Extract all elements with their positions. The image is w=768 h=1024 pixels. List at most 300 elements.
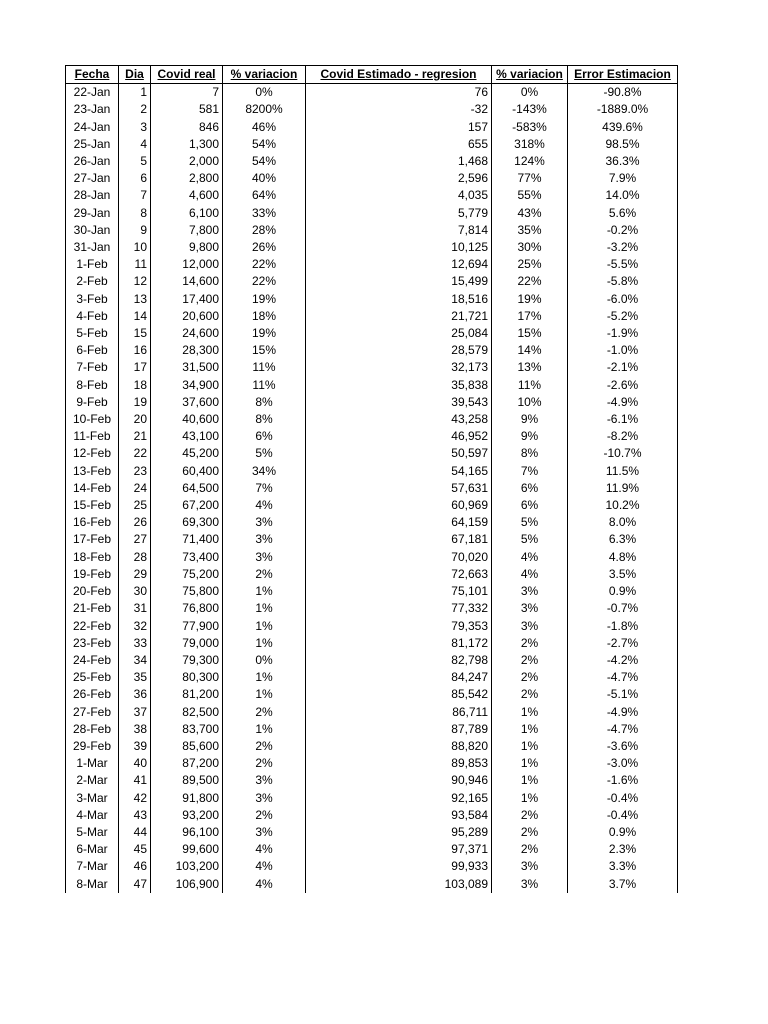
cell-error-estimacion: -1.9% (568, 325, 678, 342)
cell-error-estimacion: -0.4% (568, 807, 678, 824)
cell-covid-estimado: 92,165 (306, 790, 492, 807)
cell-dia: 44 (119, 824, 151, 841)
cell-variacion-real: 1% (223, 721, 306, 738)
cell-error-estimacion: -8.2% (568, 428, 678, 445)
cell-fecha: 2-Mar (66, 772, 119, 789)
cell-variacion-estimado: 0% (492, 84, 568, 102)
cell-covid-real: 82,500 (151, 704, 223, 721)
cell-variacion-estimado: 1% (492, 721, 568, 738)
cell-variacion-real: 3% (223, 772, 306, 789)
table-row (66, 807, 678, 824)
table-row (66, 428, 678, 445)
cell-covid-real: 106,900 (151, 876, 223, 893)
cell-error-estimacion: -90.8% (568, 84, 678, 102)
cell-variacion-real: 1% (223, 669, 306, 686)
cell-covid-real: 87,200 (151, 755, 223, 772)
cell-dia: 6 (119, 170, 151, 187)
cell-variacion-estimado: 8% (492, 445, 568, 462)
cell-error-estimacion: 6.3% (568, 531, 678, 548)
cell-covid-estimado: 12,694 (306, 256, 492, 273)
table-row (66, 153, 678, 170)
table-row (66, 411, 678, 428)
cell-fecha: 12-Feb (66, 445, 119, 462)
cell-dia: 46 (119, 858, 151, 875)
cell-variacion-estimado: 55% (492, 187, 568, 204)
cell-dia: 14 (119, 308, 151, 325)
cell-fecha: 13-Feb (66, 463, 119, 480)
table-row (66, 101, 678, 118)
cell-fecha: 28-Jan (66, 187, 119, 204)
cell-covid-estimado: 87,789 (306, 721, 492, 738)
cell-dia: 19 (119, 394, 151, 411)
cell-variacion-estimado: 43% (492, 205, 568, 222)
cell-dia: 11 (119, 256, 151, 273)
cell-variacion-real: 54% (223, 136, 306, 153)
cell-dia: 2 (119, 101, 151, 118)
cell-error-estimacion: 3.7% (568, 876, 678, 893)
cell-fecha: 1-Mar (66, 755, 119, 772)
cell-variacion-estimado: 1% (492, 704, 568, 721)
cell-covid-real: 581 (151, 101, 223, 118)
cell-variacion-estimado: 14% (492, 342, 568, 359)
cell-error-estimacion: -0.2% (568, 222, 678, 239)
cell-error-estimacion: 10.2% (568, 497, 678, 514)
cell-covid-real: 12,000 (151, 256, 223, 273)
table-row (66, 669, 678, 686)
cell-variacion-real: 26% (223, 239, 306, 256)
cell-variacion-estimado: 22% (492, 273, 568, 290)
cell-dia: 30 (119, 583, 151, 600)
cell-dia: 15 (119, 325, 151, 342)
cell-covid-real: 75,800 (151, 583, 223, 600)
cell-covid-estimado: 89,853 (306, 755, 492, 772)
table-row (66, 273, 678, 290)
cell-variacion-real: 6% (223, 428, 306, 445)
cell-covid-real: 69,300 (151, 514, 223, 531)
cell-error-estimacion: -3.0% (568, 755, 678, 772)
cell-dia: 47 (119, 876, 151, 893)
cell-covid-real: 24,600 (151, 325, 223, 342)
cell-error-estimacion: -5.2% (568, 308, 678, 325)
cell-covid-real: 103,200 (151, 858, 223, 875)
cell-dia: 28 (119, 549, 151, 566)
cell-dia: 13 (119, 291, 151, 308)
cell-error-estimacion: 0.9% (568, 583, 678, 600)
cell-covid-real: 28,300 (151, 342, 223, 359)
cell-fecha: 21-Feb (66, 600, 119, 617)
cell-fecha: 6-Feb (66, 342, 119, 359)
cell-dia: 22 (119, 445, 151, 462)
cell-dia: 31 (119, 600, 151, 617)
cell-variacion-estimado: 3% (492, 583, 568, 600)
cell-variacion-estimado: 6% (492, 497, 568, 514)
cell-dia: 4 (119, 136, 151, 153)
cell-dia: 3 (119, 119, 151, 136)
cell-covid-real: 71,400 (151, 531, 223, 548)
cell-fecha: 5-Feb (66, 325, 119, 342)
cell-covid-estimado: 25,084 (306, 325, 492, 342)
cell-variacion-estimado: 2% (492, 669, 568, 686)
cell-variacion-real: 4% (223, 858, 306, 875)
cell-covid-estimado: -32 (306, 101, 492, 118)
cell-variacion-real: 4% (223, 497, 306, 514)
cell-dia: 10 (119, 239, 151, 256)
cell-fecha: 28-Feb (66, 721, 119, 738)
cell-covid-real: 17,400 (151, 291, 223, 308)
cell-error-estimacion: -1.0% (568, 342, 678, 359)
cell-error-estimacion: -2.6% (568, 377, 678, 394)
cell-covid-estimado: 1,468 (306, 153, 492, 170)
cell-variacion-estimado: -583% (492, 119, 568, 136)
cell-variacion-estimado: 15% (492, 325, 568, 342)
cell-covid-real: 14,600 (151, 273, 223, 290)
cell-covid-estimado: 157 (306, 119, 492, 136)
cell-variacion-real: 2% (223, 755, 306, 772)
cell-error-estimacion: 11.9% (568, 480, 678, 497)
cell-fecha: 1-Feb (66, 256, 119, 273)
table-row (66, 772, 678, 789)
cell-variacion-real: 4% (223, 876, 306, 893)
cell-variacion-estimado: 2% (492, 635, 568, 652)
table-row (66, 256, 678, 273)
cell-fecha: 22-Jan (66, 84, 119, 102)
cell-variacion-real: 3% (223, 549, 306, 566)
table-row (66, 291, 678, 308)
table-row (66, 549, 678, 566)
cell-covid-estimado: 18,516 (306, 291, 492, 308)
cell-covid-real: 2,000 (151, 153, 223, 170)
cell-covid-estimado: 2,596 (306, 170, 492, 187)
table-row (66, 480, 678, 497)
cell-dia: 32 (119, 618, 151, 635)
cell-error-estimacion: -4.7% (568, 669, 678, 686)
cell-variacion-estimado: 11% (492, 377, 568, 394)
cell-fecha: 24-Feb (66, 652, 119, 669)
cell-error-estimacion: -5.8% (568, 273, 678, 290)
cell-covid-estimado: 103,089 (306, 876, 492, 893)
cell-variacion-estimado: 35% (492, 222, 568, 239)
cell-variacion-real: 2% (223, 738, 306, 755)
cell-dia: 26 (119, 514, 151, 531)
header-covid-real: Covid real (151, 66, 223, 84)
cell-covid-real: 77,900 (151, 618, 223, 635)
table-row (66, 239, 678, 256)
cell-error-estimacion: -5.1% (568, 686, 678, 703)
cell-dia: 27 (119, 531, 151, 548)
table-row (66, 222, 678, 239)
cell-variacion-real: 0% (223, 652, 306, 669)
cell-covid-real: 40,600 (151, 411, 223, 428)
cell-dia: 24 (119, 480, 151, 497)
cell-fecha: 23-Jan (66, 101, 119, 118)
cell-error-estimacion: 98.5% (568, 136, 678, 153)
table-row (66, 342, 678, 359)
cell-covid-estimado: 32,173 (306, 359, 492, 376)
cell-error-estimacion: -0.7% (568, 600, 678, 617)
cell-dia: 34 (119, 652, 151, 669)
cell-error-estimacion: -2.1% (568, 359, 678, 376)
cell-variacion-real: 33% (223, 205, 306, 222)
cell-covid-real: 34,900 (151, 377, 223, 394)
cell-error-estimacion: -3.2% (568, 239, 678, 256)
cell-covid-real: 60,400 (151, 463, 223, 480)
cell-fecha: 17-Feb (66, 531, 119, 548)
cell-covid-estimado: 50,597 (306, 445, 492, 462)
table-row (66, 136, 678, 153)
cell-variacion-estimado: -143% (492, 101, 568, 118)
cell-fecha: 16-Feb (66, 514, 119, 531)
cell-covid-real: 96,100 (151, 824, 223, 841)
cell-covid-real: 846 (151, 119, 223, 136)
cell-error-estimacion: 4.8% (568, 549, 678, 566)
cell-covid-estimado: 70,020 (306, 549, 492, 566)
cell-error-estimacion: 3.3% (568, 858, 678, 875)
cell-variacion-estimado: 3% (492, 600, 568, 617)
cell-error-estimacion: 2.3% (568, 841, 678, 858)
table-row (66, 205, 678, 222)
cell-dia: 40 (119, 755, 151, 772)
cell-fecha: 29-Jan (66, 205, 119, 222)
cell-covid-real: 2,800 (151, 170, 223, 187)
cell-covid-real: 83,700 (151, 721, 223, 738)
cell-variacion-real: 4% (223, 841, 306, 858)
cell-covid-estimado: 76 (306, 84, 492, 102)
cell-covid-real: 4,600 (151, 187, 223, 204)
cell-fecha: 19-Feb (66, 566, 119, 583)
cell-error-estimacion: -10.7% (568, 445, 678, 462)
cell-covid-real: 76,800 (151, 600, 223, 617)
cell-fecha: 18-Feb (66, 549, 119, 566)
table-row (66, 394, 678, 411)
cell-fecha: 5-Mar (66, 824, 119, 841)
table-row (66, 531, 678, 548)
cell-covid-real: 45,200 (151, 445, 223, 462)
table-row (66, 445, 678, 462)
table-row (66, 463, 678, 480)
cell-covid-estimado: 15,499 (306, 273, 492, 290)
cell-dia: 16 (119, 342, 151, 359)
table-row (66, 755, 678, 772)
cell-covid-estimado: 57,631 (306, 480, 492, 497)
cell-covid-estimado: 97,371 (306, 841, 492, 858)
cell-variacion-estimado: 3% (492, 858, 568, 875)
cell-variacion-real: 0% (223, 84, 306, 102)
cell-fecha: 26-Jan (66, 153, 119, 170)
table-row (66, 497, 678, 514)
cell-variacion-real: 2% (223, 704, 306, 721)
cell-variacion-real: 3% (223, 824, 306, 841)
cell-dia: 12 (119, 273, 151, 290)
cell-covid-estimado: 88,820 (306, 738, 492, 755)
cell-fecha: 22-Feb (66, 618, 119, 635)
cell-covid-real: 91,800 (151, 790, 223, 807)
cell-variacion-estimado: 1% (492, 755, 568, 772)
cell-covid-estimado: 77,332 (306, 600, 492, 617)
cell-error-estimacion: -4.7% (568, 721, 678, 738)
cell-covid-estimado: 10,125 (306, 239, 492, 256)
cell-fecha: 6-Mar (66, 841, 119, 858)
cell-dia: 8 (119, 205, 151, 222)
cell-dia: 38 (119, 721, 151, 738)
table-row (66, 514, 678, 531)
table-row (66, 618, 678, 635)
cell-variacion-real: 11% (223, 359, 306, 376)
cell-covid-real: 67,200 (151, 497, 223, 514)
table-row (66, 841, 678, 858)
cell-dia: 9 (119, 222, 151, 239)
cell-variacion-estimado: 30% (492, 239, 568, 256)
cell-covid-estimado: 79,353 (306, 618, 492, 635)
cell-dia: 39 (119, 738, 151, 755)
cell-covid-estimado: 86,711 (306, 704, 492, 721)
cell-covid-estimado: 84,247 (306, 669, 492, 686)
cell-error-estimacion: 439.6% (568, 119, 678, 136)
table-row (66, 187, 678, 204)
cell-variacion-real: 46% (223, 119, 306, 136)
cell-dia: 5 (119, 153, 151, 170)
cell-error-estimacion: -1889.0% (568, 101, 678, 118)
cell-variacion-real: 5% (223, 445, 306, 462)
cell-covid-estimado: 46,952 (306, 428, 492, 445)
cell-variacion-real: 22% (223, 256, 306, 273)
cell-covid-real: 7,800 (151, 222, 223, 239)
table-row (66, 704, 678, 721)
cell-fecha: 27-Feb (66, 704, 119, 721)
cell-variacion-estimado: 13% (492, 359, 568, 376)
cell-dia: 23 (119, 463, 151, 480)
cell-covid-real: 64,500 (151, 480, 223, 497)
header-fecha: Fecha (66, 66, 119, 84)
cell-variacion-real: 2% (223, 566, 306, 583)
cell-fecha: 8-Mar (66, 876, 119, 893)
table-row (66, 566, 678, 583)
header-error-estimacion: Error Estimacion (568, 66, 678, 84)
cell-variacion-real: 8% (223, 394, 306, 411)
cell-fecha: 9-Feb (66, 394, 119, 411)
cell-variacion-estimado: 4% (492, 549, 568, 566)
cell-fecha: 25-Feb (66, 669, 119, 686)
cell-covid-real: 89,500 (151, 772, 223, 789)
cell-covid-real: 43,100 (151, 428, 223, 445)
cell-covid-real: 93,200 (151, 807, 223, 824)
cell-covid-estimado: 67,181 (306, 531, 492, 548)
cell-variacion-real: 22% (223, 273, 306, 290)
table-row (66, 790, 678, 807)
table-row (66, 876, 678, 893)
cell-fecha: 10-Feb (66, 411, 119, 428)
table-row (66, 84, 678, 102)
cell-dia: 33 (119, 635, 151, 652)
cell-dia: 1 (119, 84, 151, 102)
cell-covid-real: 7 (151, 84, 223, 102)
cell-fecha: 31-Jan (66, 239, 119, 256)
cell-error-estimacion: 7.9% (568, 170, 678, 187)
header-dia: Dia (119, 66, 151, 84)
cell-covid-real: 6,100 (151, 205, 223, 222)
cell-dia: 45 (119, 841, 151, 858)
cell-variacion-estimado: 1% (492, 772, 568, 789)
cell-variacion-estimado: 7% (492, 463, 568, 480)
cell-dia: 36 (119, 686, 151, 703)
cell-variacion-real: 1% (223, 600, 306, 617)
cell-error-estimacion: -4.9% (568, 394, 678, 411)
cell-covid-real: 1,300 (151, 136, 223, 153)
cell-dia: 43 (119, 807, 151, 824)
cell-fecha: 4-Mar (66, 807, 119, 824)
cell-dia: 37 (119, 704, 151, 721)
cell-variacion-real: 19% (223, 325, 306, 342)
cell-variacion-real: 11% (223, 377, 306, 394)
cell-fecha: 29-Feb (66, 738, 119, 755)
cell-dia: 21 (119, 428, 151, 445)
cell-dia: 29 (119, 566, 151, 583)
cell-error-estimacion: -0.4% (568, 790, 678, 807)
cell-variacion-estimado: 25% (492, 256, 568, 273)
cell-variacion-real: 15% (223, 342, 306, 359)
cell-covid-estimado: 64,159 (306, 514, 492, 531)
cell-fecha: 24-Jan (66, 119, 119, 136)
cell-fecha: 8-Feb (66, 377, 119, 394)
cell-variacion-estimado: 318% (492, 136, 568, 153)
cell-variacion-estimado: 19% (492, 291, 568, 308)
cell-covid-estimado: 35,838 (306, 377, 492, 394)
cell-variacion-real: 28% (223, 222, 306, 239)
table-row (66, 858, 678, 875)
cell-variacion-estimado: 3% (492, 618, 568, 635)
cell-error-estimacion: -4.9% (568, 704, 678, 721)
table-row (66, 377, 678, 394)
cell-fecha: 3-Mar (66, 790, 119, 807)
cell-error-estimacion: 5.6% (568, 205, 678, 222)
cell-covid-estimado: 72,663 (306, 566, 492, 583)
cell-variacion-estimado: 9% (492, 411, 568, 428)
cell-variacion-real: 2% (223, 807, 306, 824)
cell-error-estimacion: 36.3% (568, 153, 678, 170)
cell-covid-estimado: 82,798 (306, 652, 492, 669)
cell-variacion-estimado: 3% (492, 876, 568, 893)
cell-dia: 35 (119, 669, 151, 686)
covid-regression-table (65, 65, 678, 893)
cell-covid-estimado: 95,289 (306, 824, 492, 841)
cell-variacion-real: 18% (223, 308, 306, 325)
cell-covid-real: 20,600 (151, 308, 223, 325)
cell-dia: 7 (119, 187, 151, 204)
cell-variacion-real: 7% (223, 480, 306, 497)
cell-variacion-real: 54% (223, 153, 306, 170)
table-row (66, 686, 678, 703)
cell-error-estimacion: -5.5% (568, 256, 678, 273)
cell-variacion-real: 34% (223, 463, 306, 480)
cell-dia: 41 (119, 772, 151, 789)
cell-fecha: 25-Jan (66, 136, 119, 153)
cell-covid-real: 99,600 (151, 841, 223, 858)
cell-variacion-estimado: 6% (492, 480, 568, 497)
cell-variacion-estimado: 17% (492, 308, 568, 325)
table-body (66, 84, 678, 893)
table-row (66, 170, 678, 187)
table-row (66, 721, 678, 738)
cell-variacion-estimado: 1% (492, 790, 568, 807)
cell-variacion-real: 8200% (223, 101, 306, 118)
cell-fecha: 4-Feb (66, 308, 119, 325)
cell-covid-real: 37,600 (151, 394, 223, 411)
cell-covid-estimado: 4,035 (306, 187, 492, 204)
cell-fecha: 3-Feb (66, 291, 119, 308)
cell-error-estimacion: -1.6% (568, 772, 678, 789)
cell-variacion-estimado: 77% (492, 170, 568, 187)
cell-error-estimacion: 8.0% (568, 514, 678, 531)
cell-fecha: 2-Feb (66, 273, 119, 290)
